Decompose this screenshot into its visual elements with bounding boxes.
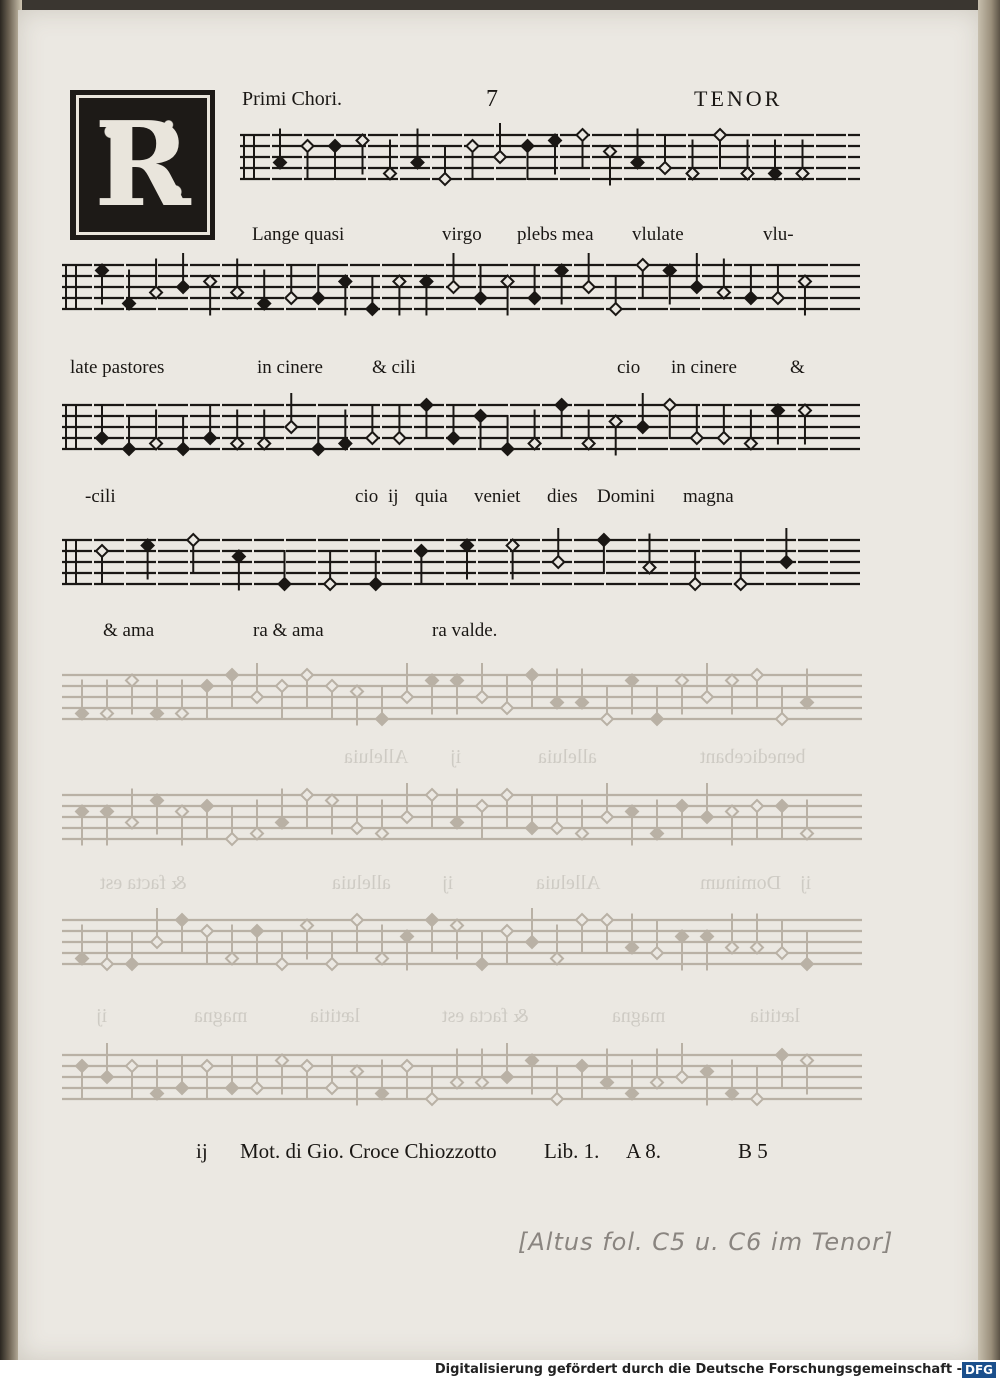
note-head [529,292,541,304]
note-head [451,920,463,932]
note-head [676,1071,688,1083]
note-head [461,540,473,552]
signature-mark: ij [196,1139,208,1163]
note-head [701,811,713,823]
note-head [226,669,238,681]
note-head [176,914,188,926]
note-head [366,432,378,444]
note-head [226,833,238,845]
note-head [501,1071,513,1083]
note-head [101,708,113,720]
note-head [772,405,784,417]
footer-book: Lib. 1. [544,1139,600,1163]
note-head [324,578,336,590]
ghost-staff-3 [62,895,862,985]
note-head [549,135,561,147]
note-head [401,931,413,943]
ghost-lyric: Alleluia [344,746,409,768]
note-head [776,947,788,959]
note-head [529,438,541,450]
note-head [577,129,589,141]
dfg-logo: DFG [962,1362,996,1378]
ghost-lyric: magna [612,1005,666,1027]
note-head [339,276,351,288]
note-head [601,1077,613,1089]
note-head [651,947,663,959]
note-head [501,925,513,937]
lyric-text: -cili [85,486,116,507]
note-head [551,1093,563,1105]
note-head [285,421,297,433]
ghost-lyric: lætitia [750,1005,800,1027]
decorated-initial [70,90,215,240]
note-head [726,942,738,954]
note-head [502,276,514,288]
note-head [101,806,113,818]
note-head [401,811,413,823]
note-head [76,953,88,965]
note-head [393,276,405,288]
gathering-mark: B 5 [738,1139,768,1163]
note-head [526,1055,538,1067]
note-head [583,438,595,450]
note-head [150,438,162,450]
lyric-text: cio [355,486,379,507]
note-head [494,151,506,163]
note-head [447,281,459,293]
note-head [142,540,154,552]
page-edge [978,0,1000,1360]
note-head [339,438,351,450]
ghost-staff-2 [62,770,862,860]
note-head [393,432,405,444]
lyric-text: magna [683,486,734,507]
note-head [476,800,488,812]
note-head [376,1088,388,1100]
note-head [583,281,595,293]
voice-label: TENOR [694,86,783,111]
note-head [626,806,638,818]
note-head [801,1055,813,1067]
note-head [751,800,763,812]
note-head [176,806,188,818]
note-head [801,828,813,840]
note-head [76,708,88,720]
lyric-text: Domini [597,486,656,507]
note-head [714,129,726,141]
note-head [279,578,291,590]
note-head [726,806,738,818]
note-head [751,669,763,681]
handwritten-note: [Altus fol. C5 u. C6 im Tenor] [518,1228,894,1256]
footer-title: Mot. di Gio. Croce Chiozzotto [240,1139,497,1163]
note-head [556,399,568,411]
note-head [551,822,563,834]
note-head [676,931,688,943]
note-head [576,914,588,926]
note-head [507,540,519,552]
note-head [776,800,788,812]
note-head [351,686,363,698]
note-head [401,1060,413,1072]
lyric-text: late pastores [70,357,165,378]
note-head [351,914,363,926]
lyric-text: ra valde. [432,620,498,641]
note-head [201,925,213,937]
note-head [357,135,369,147]
ghost-lyric: & facta est [442,1005,529,1027]
note-head [370,578,382,590]
note-head [276,1055,288,1067]
note-head [426,789,438,801]
note-head [801,958,813,970]
note-head [447,432,459,444]
ghost-lyric: Alleluia [536,872,601,894]
note-head [201,800,213,812]
music-staff-1 [240,110,860,220]
note-head [576,1060,588,1072]
note-head [475,292,487,304]
note-head [691,281,703,293]
note-head [126,1060,138,1072]
ghost-lyric: & facta est [100,872,187,894]
note-head [576,828,588,840]
note-head [601,914,613,926]
note-head [651,713,663,725]
lyric-text: ra & ama [253,620,324,641]
lyric-text: ij [388,486,399,507]
lyric-text: plebs mea [517,224,594,245]
note-head [601,811,613,823]
note-head [150,287,162,299]
note-head [780,556,792,568]
note-head [601,713,613,725]
note-head [604,146,616,158]
music-staff-3 [62,380,862,490]
note-head [420,399,432,411]
note-head [718,432,730,444]
note-head [632,157,644,169]
note-head [151,708,163,720]
digitization-credit: Digitalisierung gefördert durch die Deutsche Forschungsgemeinschaft - [434,1362,962,1377]
note-head [610,303,622,315]
note-head [701,931,713,943]
note-head [231,287,243,299]
note-head [312,443,324,455]
note-head [501,702,513,714]
lyric-text: vlu- [763,224,794,245]
note-head [351,822,363,834]
note-head [412,157,424,169]
note-head [799,405,811,417]
note-head [101,1071,113,1083]
note-head [726,675,738,687]
note-head [664,265,676,277]
note-head [326,958,338,970]
note-head [176,708,188,720]
note-head [285,292,297,304]
note-head [687,168,699,180]
note-head [659,162,671,174]
lyric-text: cio [617,357,641,378]
note-head [204,276,216,288]
lyric-text: dies [547,486,578,507]
note-head [326,795,338,807]
note-head [610,416,622,428]
note-head [576,697,588,709]
note-head [123,298,135,310]
note-head [376,953,388,965]
note-head [201,1060,213,1072]
note-head [451,1077,463,1089]
lyric-text: in cinere [671,357,737,378]
note-head [776,1049,788,1061]
lyric-text: vlulate [632,224,684,245]
note-head [751,942,763,954]
ghost-lyric: alleluia [538,746,597,768]
note-head [401,691,413,703]
note-head [552,556,564,568]
note-head [526,822,538,834]
lyric-text: & ama [103,620,155,641]
note-head [302,140,314,152]
ghost-lyric: ij [96,1005,108,1027]
music-staff-2 [62,240,862,350]
note-head [526,936,538,948]
note-head [626,942,638,954]
note-head [96,265,108,277]
note-head [123,443,135,455]
note-head [626,675,638,687]
note-head [376,828,388,840]
note-head [258,438,270,450]
note-head [799,276,811,288]
note-head [776,713,788,725]
note-head [701,1066,713,1078]
note-head [76,806,88,818]
note-head [312,292,324,304]
ghost-staff-1 [62,650,862,740]
ghost-lyric: Dominum [700,872,782,894]
note-head [651,1077,663,1089]
lyric-text: & [790,357,805,378]
note-head [426,675,438,687]
note-head [467,140,479,152]
note-head [151,795,163,807]
note-head [233,551,245,563]
ghost-lyric: alleluia [332,872,391,894]
note-head [426,1093,438,1105]
note-head [451,817,463,829]
music-staff-4 [62,515,862,625]
note-head [742,168,754,180]
note-head [274,157,286,169]
note-head [301,920,313,932]
note-head [276,680,288,692]
note-head [351,1066,363,1078]
note-head [476,1077,488,1089]
lyric-text: virgo [442,224,482,245]
note-head [745,292,757,304]
note-head [376,713,388,725]
note-head [691,432,703,444]
note-head [735,578,747,590]
note-head [276,817,288,829]
note-head [96,432,108,444]
lyric-text: & cili [372,357,416,378]
note-head [726,1088,738,1100]
note-head [251,828,263,840]
note-head [451,675,463,687]
digitization-bar [0,1360,1000,1381]
note-head [689,578,701,590]
note-head [718,287,730,299]
note-head [204,432,216,444]
note-head [772,292,784,304]
note-head [201,680,213,692]
note-head [598,534,610,546]
note-head [551,697,563,709]
initial-letter: R [94,97,191,233]
note-head [301,1060,313,1072]
note-head [637,421,649,433]
note-head [415,545,427,557]
note-head [126,958,138,970]
note-head [231,438,243,450]
note-head [501,789,513,801]
note-head [420,276,432,288]
note-head [151,1088,163,1100]
note-head [126,675,138,687]
note-head [177,281,189,293]
note-head [366,303,378,315]
note-head [651,828,663,840]
note-head [187,534,199,546]
note-head [745,438,757,450]
ghost-lyric: ij [442,872,454,894]
ghost-lyric: ij [450,746,462,768]
note-head [76,1060,88,1072]
note-head [769,168,781,180]
note-head [326,680,338,692]
note-head [301,669,313,681]
note-head [664,399,676,411]
note-head [637,259,649,271]
note-head [526,669,538,681]
note-head [522,140,534,152]
note-head [258,298,270,310]
note-head [151,936,163,948]
note-head [126,817,138,829]
page-number: 7 [486,86,498,112]
note-head [251,925,263,937]
note-head [276,958,288,970]
note-head [797,168,809,180]
ghost-lyric: lætitia [310,1005,360,1027]
note-head [626,1088,638,1100]
note-head [502,443,514,455]
note-head [676,800,688,812]
footer-parts: A 8. [626,1139,662,1163]
note-head [226,1082,238,1094]
note-head [176,1082,188,1094]
note-head [96,545,108,557]
note-head [329,140,341,152]
note-head [251,1082,263,1094]
note-head [251,691,263,703]
note-head [676,675,688,687]
chorus-label: Primi Chori. [242,88,343,110]
ghost-lyric: ij [800,872,812,894]
ghost-staff-4 [62,1030,862,1125]
note-head [101,958,113,970]
lyric-text: veniet [474,486,521,507]
note-head [439,173,451,185]
note-head [475,410,487,422]
note-head [751,1093,763,1105]
lyric-text: quia [415,486,448,507]
note-head [644,562,656,574]
note-head [384,168,396,180]
note-head [326,1082,338,1094]
note-head [226,953,238,965]
lyric-text: Lange quasi [252,224,345,245]
note-head [551,953,563,965]
note-head [701,691,713,703]
note-head [801,697,813,709]
note-head [476,691,488,703]
note-head [556,265,568,277]
note-head [301,789,313,801]
lyric-text: in cinere [257,357,323,378]
ghost-lyric: benedicebant [700,746,806,768]
ghost-lyric: magna [194,1005,248,1027]
note-head [177,443,189,455]
note-head [476,958,488,970]
note-head [426,914,438,926]
